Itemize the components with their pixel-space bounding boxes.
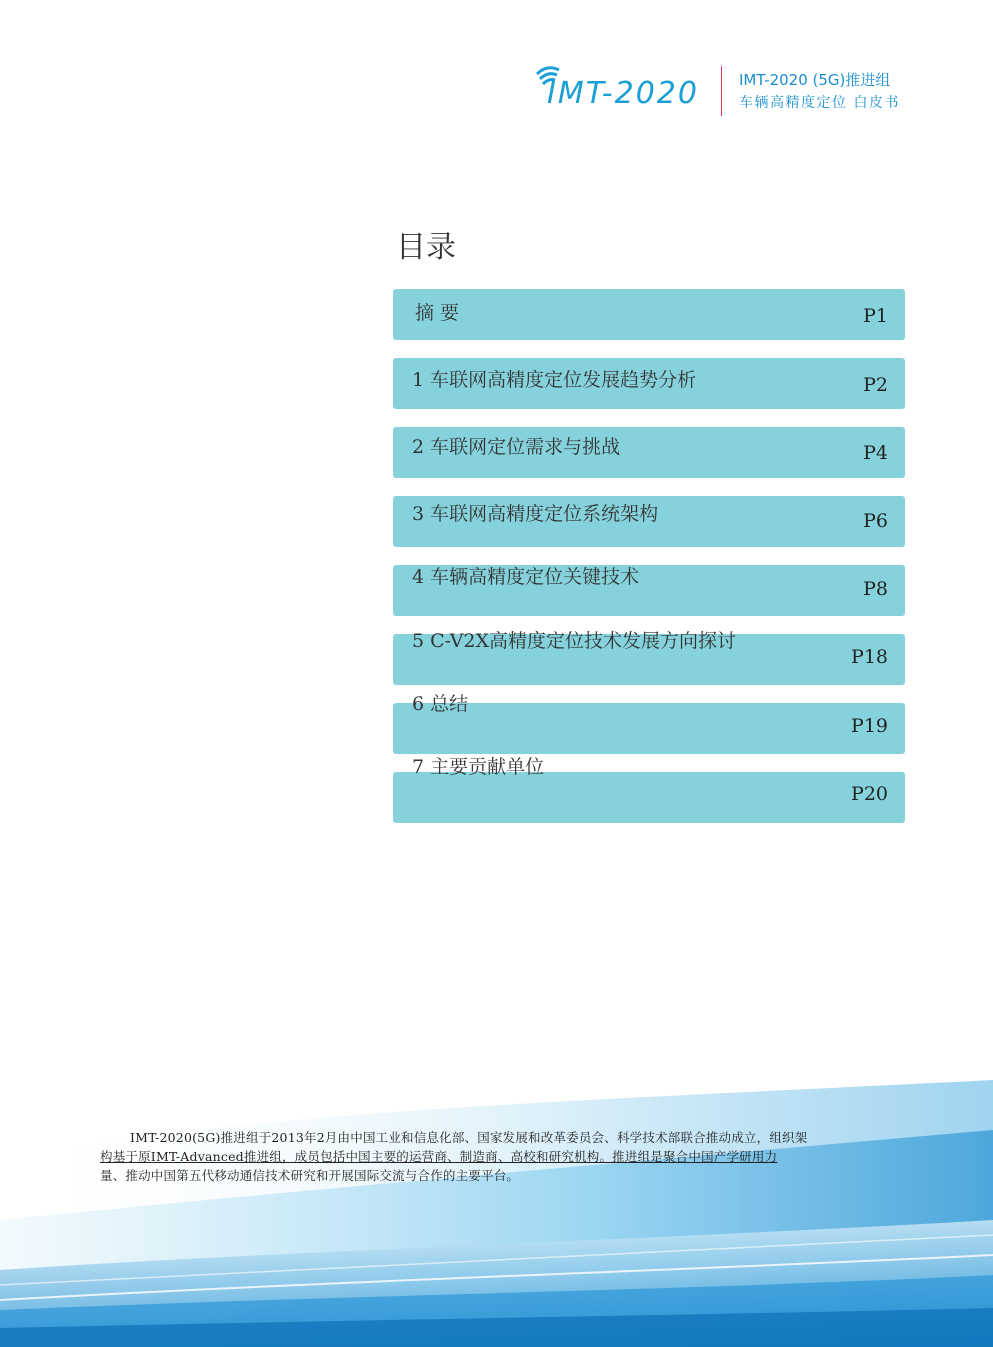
imt-2020-logo — [533, 62, 713, 118]
header-subtitle: 车辆高精度定位 白皮书 — [739, 95, 900, 111]
toc-item-page[interactable]: P4 — [863, 442, 888, 464]
toc-item-label[interactable]: 5 C-V2X高精度定位技术发展方向探讨 — [412, 630, 737, 652]
footer-line: 量、推动中国第五代移动通信技术研究和开展国际交流与合作的主要平台。 — [100, 1168, 520, 1183]
footer-wave-background — [0, 1070, 993, 1347]
toc-item-page[interactable]: P18 — [851, 646, 888, 668]
header-title: IMT-2020 (5G)推进组 — [739, 71, 891, 89]
toc-item-label[interactable]: 6 总结 — [412, 693, 469, 715]
logo-text: IMT-2020 — [547, 76, 699, 111]
toc-bar — [393, 289, 905, 340]
toc-item-page[interactable]: P2 — [863, 374, 888, 396]
footer-line: IMT-2020(5G)推进组于2013年2月由中国工业和信息化部、国家发展和改革委员会、科学技术部联合推动成立，组织架 — [130, 1130, 808, 1145]
toc-item-label[interactable]: 2 车联网定位需求与挑战 — [412, 436, 621, 458]
toc-title: 目录 — [396, 230, 456, 265]
toc-item-label[interactable]: 3 车联网高精度定位系统架构 — [412, 503, 659, 525]
toc-item-label[interactable]: 1 车联网高精度定位发展趋势分析 — [412, 369, 697, 391]
toc-bar — [393, 772, 905, 823]
footer-line: 构基于原IMT-Advanced推进组，成员包括中国主要的运营商、制造商、高校和研究机构。推进组是聚合中国产学研用力 — [100, 1149, 778, 1164]
toc-item-page[interactable]: P6 — [863, 510, 888, 532]
footer-description — [88, 1128, 910, 1185]
toc-item-page[interactable]: P20 — [851, 783, 888, 805]
header-divider — [721, 66, 722, 116]
toc-item-label[interactable]: 4 车辆高精度定位关键技术 — [412, 566, 640, 588]
toc-item-page[interactable]: P1 — [863, 305, 888, 327]
toc-item-label[interactable]: 7 主要贡献单位 — [412, 756, 545, 778]
header — [0, 0, 993, 130]
toc-item-label[interactable]: 摘 要 — [415, 302, 460, 324]
toc-item-page[interactable]: P8 — [863, 578, 888, 600]
toc-bar — [393, 703, 905, 754]
toc-item-page[interactable]: P19 — [851, 715, 888, 737]
